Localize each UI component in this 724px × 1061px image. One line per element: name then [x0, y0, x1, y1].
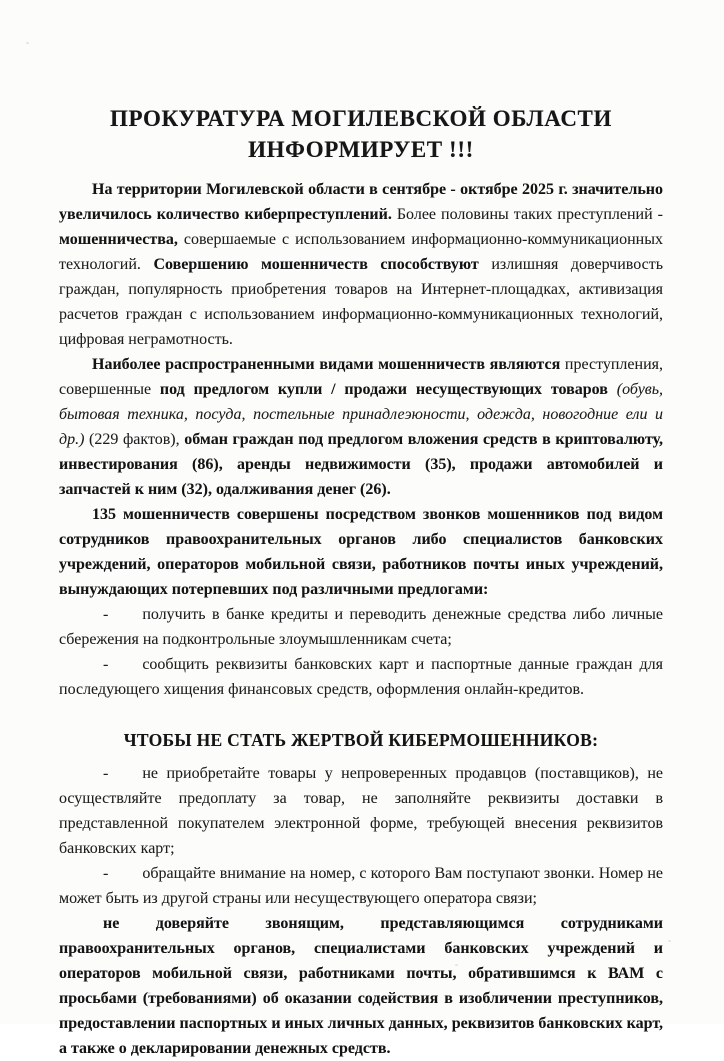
bullet-item-card-details: [59, 652, 663, 702]
bullet-item-credits: [59, 602, 663, 652]
scan-speck: [668, 940, 671, 942]
bullet-dash: -: [103, 656, 109, 673]
text-run: сообщить реквизиты банковских карт и паспортные данные граждан для последующего хищения финансовых средств, оформления онлайн-кредитов.: [59, 656, 663, 698]
text-run: На территории Могилевской области в сентябре - октябре 2025 г. значительно увеличилось количество киберпреступлений.: [59, 181, 663, 223]
title-line-2: ИНФОРМИРУЕТ !!!: [248, 137, 474, 162]
text-run: мошенничества,: [59, 231, 184, 248]
fraud-types-paragraph: [59, 352, 663, 502]
bullet-dash: -: [103, 865, 109, 882]
bullet-dash: -: [103, 606, 109, 623]
text-run: Более половины таких преступлений -: [396, 206, 663, 223]
document-title: [59, 103, 663, 165]
text-run: обращайте внимание на номер, с которого Вам поступают звонки. Номер не может быть из другой страны или несуществующего оператора связи;: [59, 865, 663, 907]
scan-speck: [455, 964, 458, 966]
text-run: (229 фактов),: [89, 431, 185, 448]
text-run: (обувь, бытовая техника, посуда, постельные принадлеэюности, одежда, новогодние ели и др.): [59, 381, 664, 448]
bullet-item-sellers: [59, 761, 663, 861]
text-run: Совершению мошенничеств способствуют: [153, 256, 492, 273]
final-warning-paragraph: [59, 911, 663, 1061]
text-run: Наиболее распространенными видами мошенничеств являются: [92, 356, 565, 373]
title-line-1: ПРОКУРАТУРА МОГИЛЕВСКОЙ ОБЛАСТИ: [110, 106, 612, 131]
bullet-item-phone-number: [59, 861, 663, 911]
text-run: получить в банке кредиты и переводить денежные средства либо личные сбережения на подконтрольные злоумышленникам счета;: [59, 606, 663, 648]
intro-paragraph: [59, 177, 663, 352]
text-run: обман граждан под предлогом вложения средств в криптовалюту, инвестирования (86), аренды недвижимости (35), продажи автомобилей и запчастей к ним (32), одалживания денег (26).: [59, 431, 663, 498]
phone-scams-paragraph: [59, 502, 663, 602]
text-run: излишняя доверчивость граждан, популярность приобретения товаров на Интернет-площадках, активизация расчетов граждан с использованием информационно-коммуникационных технологий, цифровая неграмотность.: [59, 256, 664, 348]
scan-speck: [26, 42, 29, 44]
advice-section-heading: ЧТОБЫ НЕ СТАТЬ ЖЕРТВОЙ КИБЕРМОШЕННИКОВ:: [123, 730, 599, 750]
text-run: не приобретайте товары у непроверенных продавцов (поставщиков), не осуществляйте предоплату за товар, не заполняйте реквизиты доставки в представленной покупателем электронной форме, требующей внесения реквизитов банковских карт;: [59, 765, 663, 857]
scan-speck: [147, 992, 151, 994]
text-run: не доверяйте звонящим, представляющимся сотрудниками правоохранительных органов, специалистами банковских учреждений и операторов мобильной связи, работниками почты, обратившимся к ВАМ с просьбами (требованиями) об оказании содействия в изобличении преступников, предоставлении паспортных и иных личных данных, реквизитов банковских карт, а также о декларировании денежных средств.: [59, 915, 663, 1057]
text-run: преступления, совершенные: [59, 356, 663, 398]
text-run: совершаемые с использованием информационно-коммуникационных технологий.: [59, 231, 663, 273]
text-run: 135 мошенничеств совершены посредством звонков мошенников под видом сотрудников правоохранительных органов либо специалистов банковских учреждений, операторов мобильной связи, работников почты иных учреждений, вынуждающих потерпевших под различными предлогами:: [59, 506, 663, 598]
text-run: под предлогом купли / продажи несуществующих товаров: [159, 381, 617, 398]
bullet-dash: -: [103, 765, 109, 782]
